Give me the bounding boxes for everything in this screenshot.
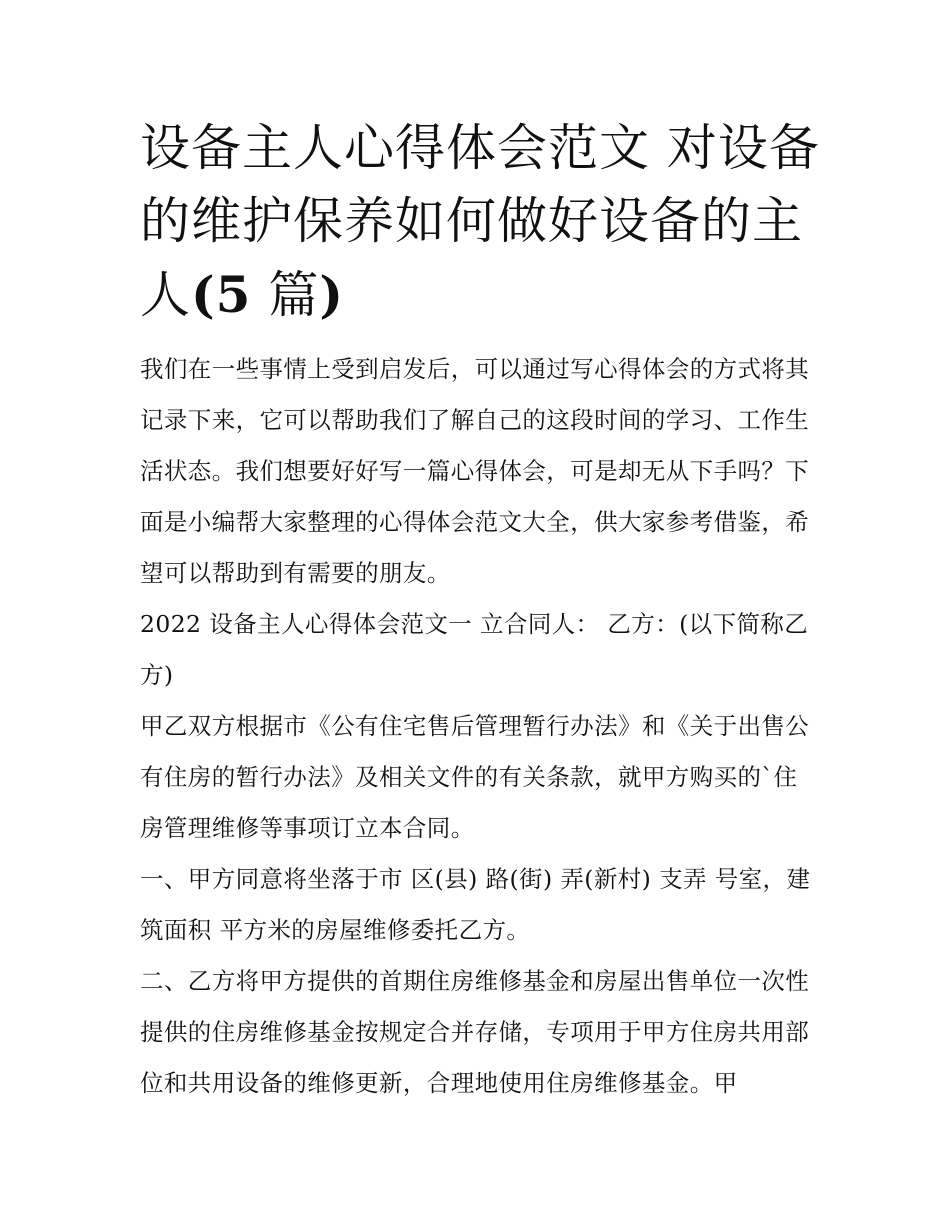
- document-body: [140, 344, 820, 1109]
- title-line-1: 设备主人心得体会范文 对设备: [140, 119, 820, 177]
- document-title: [140, 112, 820, 332]
- title-line-3-pre: 人: [140, 266, 191, 324]
- paragraph-clause-1: 一、甲方同意将坐落于市 区(县) 路(街) 弄(新村) 支弄 号室，建筑面积 平方米的房屋维修委托乙方。: [140, 865, 811, 944]
- paragraph-contract-basis: 甲乙双方根据市《公有住宅售后管理暂行办法》和《关于出售公有住房的暂行办法》及相关文件的有关条款，就甲方购买的`住房管理维修等事项订立本合同。: [140, 712, 810, 842]
- paragraph-contract-heading: 2022 设备主人心得体会范文一 立合同人： 乙方：(以下简称乙方): [140, 610, 809, 689]
- title-line-3-mid: 篇: [251, 266, 320, 324]
- paragraph-clause-2: 二、乙方将甲方提供的首期住房维修基金和房屋出售单位一次性提供的住房维修基金按规定合并存储，专项用于甲方住房共用部位和共用设备的维修更新，合理地使用住房维修基金。甲: [140, 967, 810, 1097]
- title-line-2: 的维护保养如何做好设备的主: [140, 192, 803, 250]
- title-line-3-post: ): [319, 265, 345, 324]
- title-line-3-num: (5: [191, 265, 252, 324]
- paragraph-intro: 我们在一些事情上受到启发后，可以通过写心得体会的方式将其记录下来，它可以帮助我们了解自己的这段时间的学习、工作生活状态。我们想要好好写一篇心得体会，可是却无从下手吗？下面是小编帮大家整理的心得体会范文大全，供大家参考借鉴，希望可以帮助到有需要的朋友。: [140, 355, 810, 587]
- document-page: [140, 112, 820, 1109]
